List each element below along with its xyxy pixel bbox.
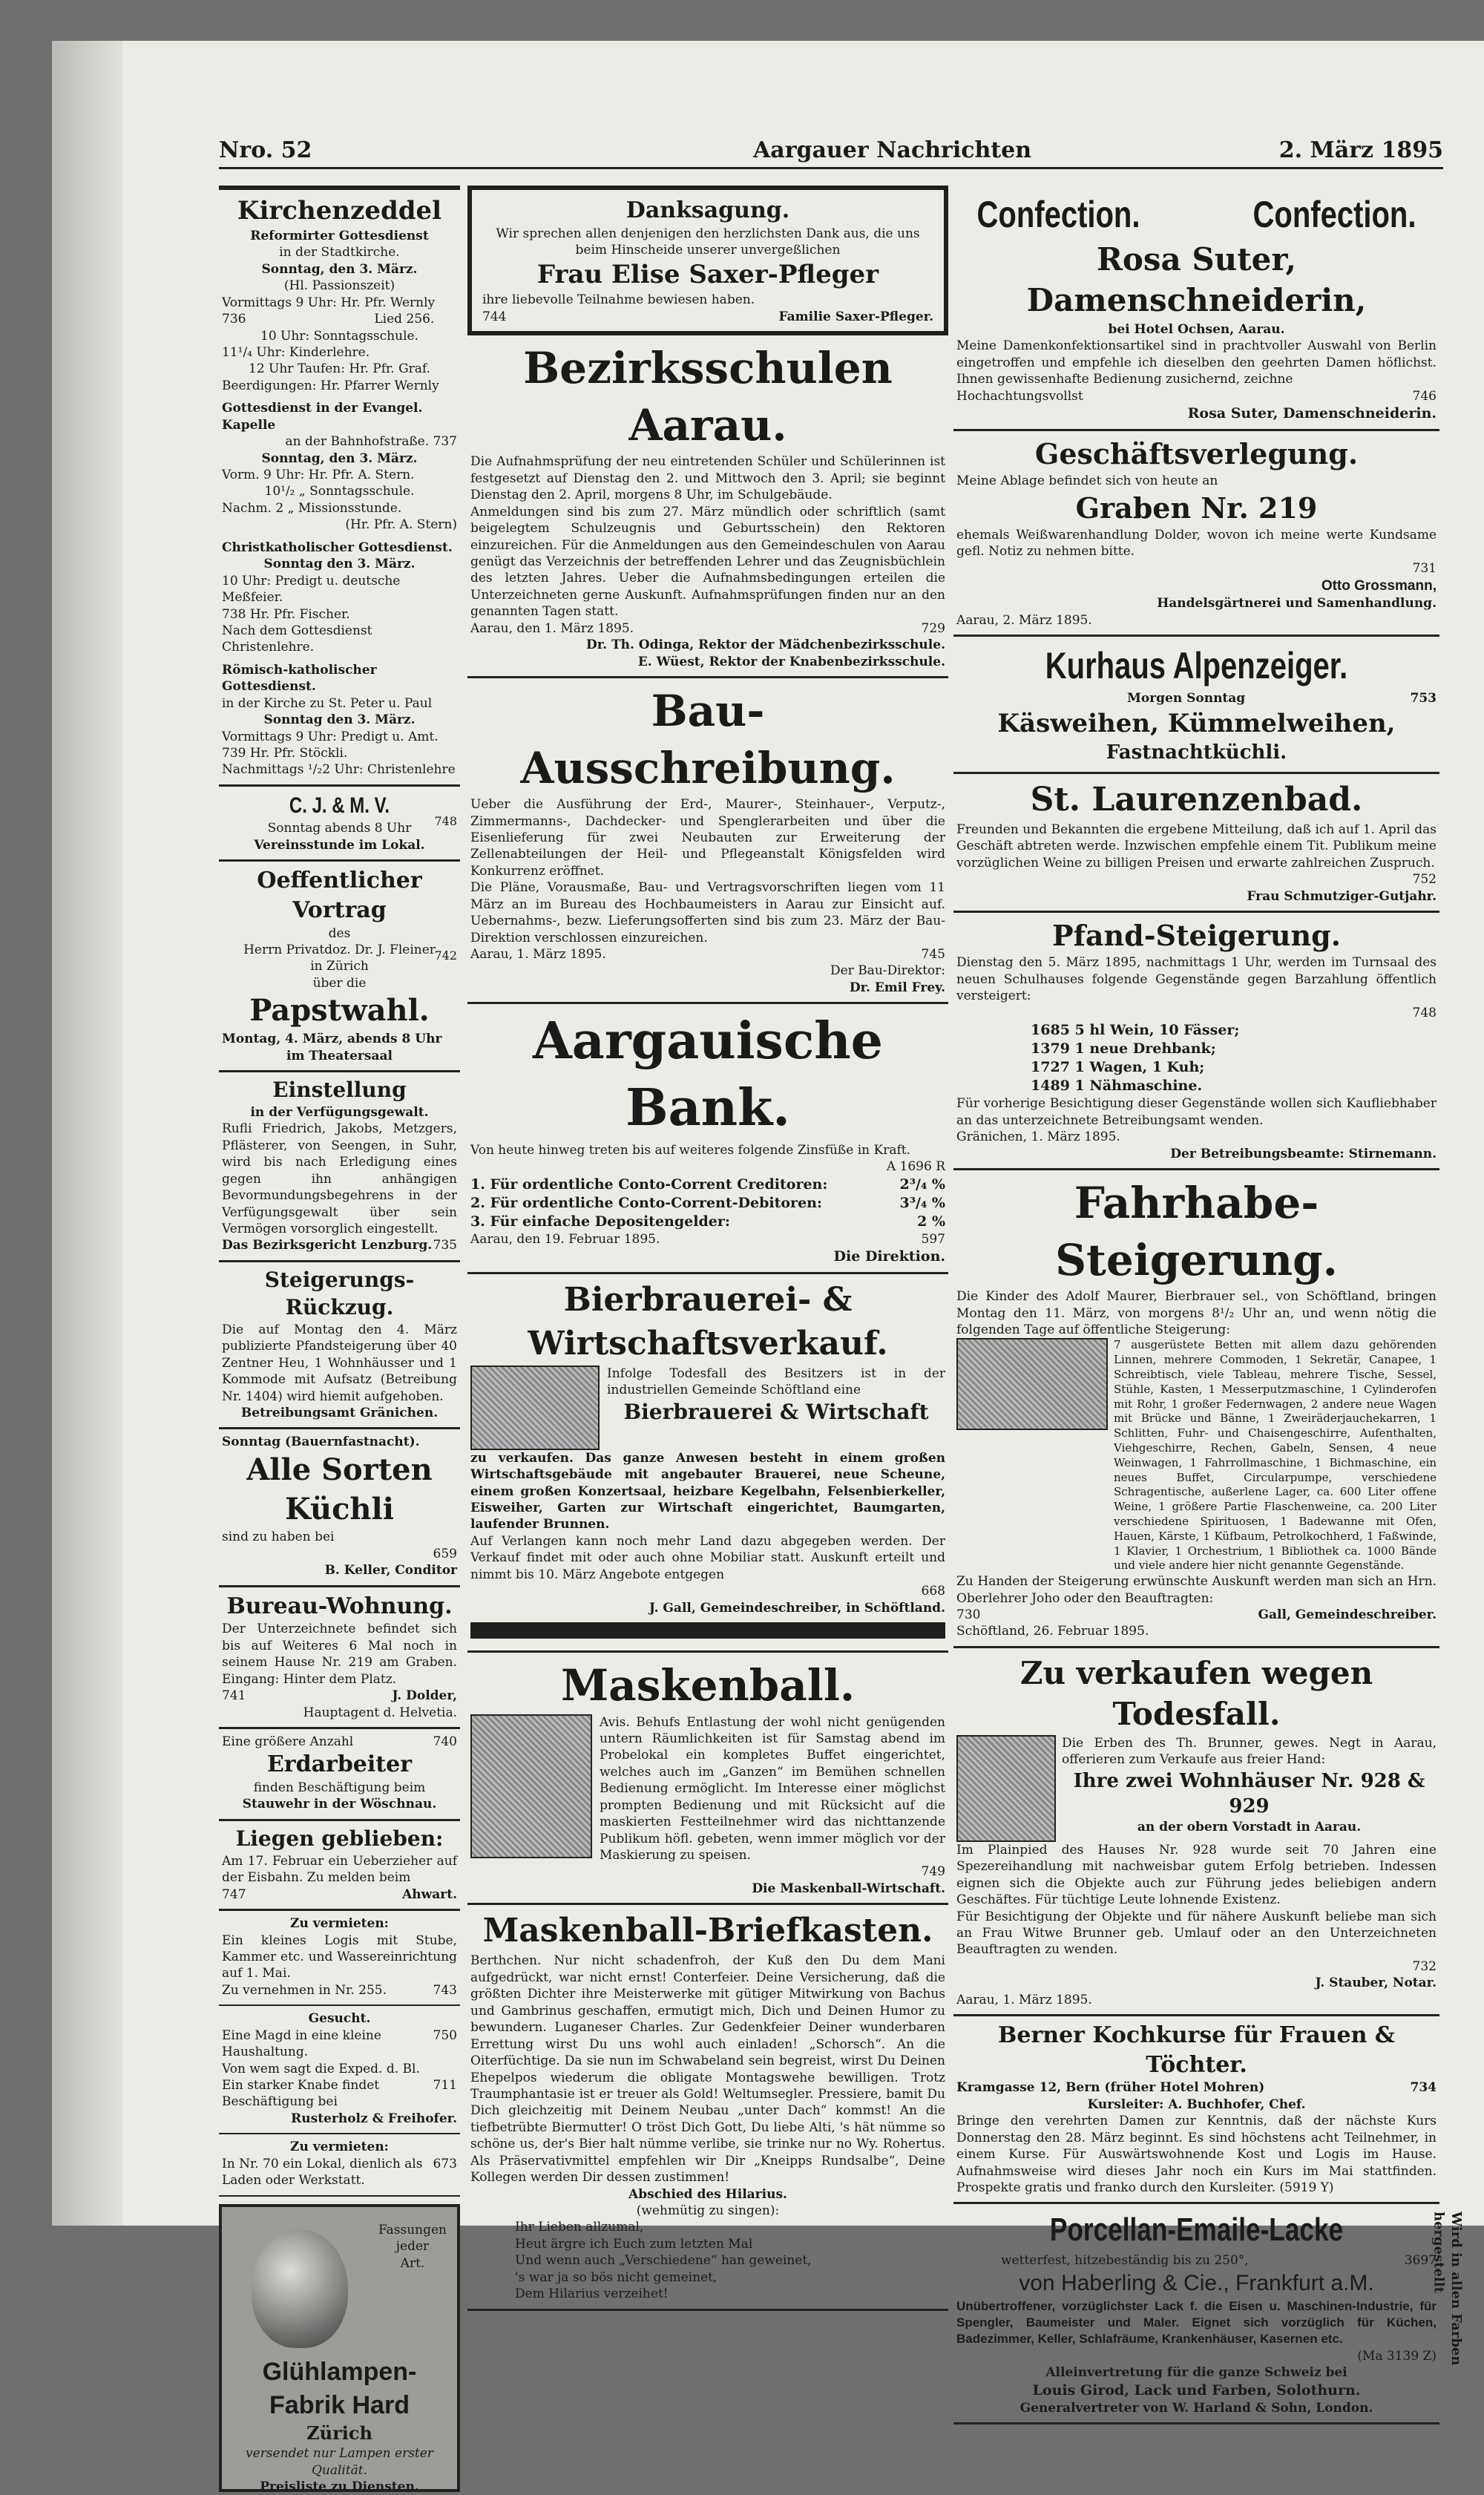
ad-number: 743 xyxy=(433,1982,457,1998)
vermieten-ad xyxy=(219,1911,460,2006)
jester-picture xyxy=(470,1714,592,1858)
danksagung-line: ihre liebevolle Teilnahme bewiesen haben. xyxy=(482,292,755,308)
ad-number: 742 xyxy=(434,948,457,963)
bureau-sign: J. Dolder, xyxy=(392,1688,457,1704)
pfand-item: 1727 1 Wagen, 1 Kuh; xyxy=(1031,1059,1205,1076)
todesfall-text: Für Besichtigung der Objekte und für nähere Auskunft beliebe man sich an Frau Witwe Brunner geb. Umlauf oder an den Unterzeichneten Beauftragten zu wenden. xyxy=(956,1909,1437,1958)
ad-number: 746 xyxy=(1412,388,1437,404)
confection-right: Confection. xyxy=(1252,194,1416,235)
emaile-line: wetterfest, hitzebeständig bis zu 250°, xyxy=(1001,2252,1249,2268)
confection-addr: bei Hotel Ochsen, Aarau. xyxy=(1108,321,1285,337)
verlegung-ad xyxy=(953,431,1439,637)
ad-number: 734 xyxy=(1410,2080,1437,2096)
todesfall-sign: J. Stauber, Notar. xyxy=(1315,1976,1437,1991)
rueckzug-title: Steigerungs-Rückzug. xyxy=(264,1267,415,1319)
ad-number: 673 xyxy=(433,2156,457,2171)
bezirk-text: Anmeldungen sind bis zum 27. März mündlich oder schriftlich (samt beigelegtem Schulzeugnis und Geburtsschein) den Rektoren einzureichen. Für die Anmeldungen aus den Gemeindeschulen von Aarau genügt das Verzeichnis der betreffenden Lehrer und das Zeugnisbüchlein des letzten Jahres. Ueber die Aufnahmsbedingungen erteilen die Unterzeichneten gerne Auskunft. Aufnahmsprüfungen finden nur an den genannten Tagen statt. xyxy=(470,504,945,620)
emaile-ad xyxy=(953,2204,1464,2424)
rate-value: 2³/₄ % xyxy=(899,1176,945,1193)
einstellung-text: Rufli Friedrich, Jakobs, Metzgers, Pflästerer, von Seengen, in Suhr, wird bis nach Erledigung eines gegen ihn anhängigen Bevormundungsbegehrens in der Verfügungsgewalt über sein Vermögen vorsorglich eingestellt. xyxy=(222,1121,457,1236)
brewery-picture xyxy=(470,1365,600,1450)
rk-day: Sonntag den 3. März. xyxy=(263,712,416,728)
bau-text: Ueber die Ausführung der Erd-, Maurer-, Steinhauer-, Verputz-, Zimmermanns-, Dachdecker- und Spenglerarbeiten und über die Eisenlieferung für zwei Neubauten zur Erweiterung der Zellenabteilungen der Heil- und Pflegeanstalt Königsfelden wird Konkurrenz eröffnet. xyxy=(470,797,945,879)
kochkurse-lead: Kursleiter: A. Buchhofer, Chef. xyxy=(1087,2096,1306,2112)
rk-line: in der Kirche zu St. Peter u. Paul xyxy=(222,695,433,711)
pfand-item: 1685 5 hl Wein, 10 Fässer; xyxy=(1031,1021,1240,1038)
ref-line: Beerdigungen: Hr. Pfarrer Wernly xyxy=(222,378,439,393)
ad-number: 753 xyxy=(1410,691,1437,706)
verlegung-date: Aarau, 2. März 1895. xyxy=(956,612,1092,628)
gesucht-text: Eine Magd in eine kleine Haushaltung. xyxy=(222,2027,381,2060)
rueckzug-sign: Betreibungsamt Gränichen. xyxy=(240,1405,439,1420)
ref-note: (Hl. Passionszeit) xyxy=(283,278,395,294)
bank-ref: A 1696 R xyxy=(886,1159,945,1175)
pfand-date: Gränichen, 1. März 1895. xyxy=(956,1130,1120,1145)
bureau-title: Bureau-Wohnung. xyxy=(226,1593,453,1619)
bank-date: Aarau, den 19. Februar 1895. xyxy=(470,1231,660,1247)
gesucht-head: Gesucht. xyxy=(308,2011,371,2027)
ad-number: 748 xyxy=(1412,1005,1437,1020)
cjmv-ad xyxy=(219,787,460,862)
ad-number: 741 xyxy=(222,1688,246,1704)
confection-line: Hochachtungsvollst xyxy=(956,388,1083,404)
rk-line: Nachmittags ¹/₂2 Uhr: Christenlehre xyxy=(222,762,456,778)
liegen-title: Liegen geblieben: xyxy=(235,1826,444,1851)
ck-line: Nach dem Gottesdienst Christenlehre. xyxy=(222,623,372,655)
bank-text: Von heute hinweg treten bis auf weiteres folgende Zinsfüße in Kraft. xyxy=(470,1142,910,1158)
vermieten2-head: Zu vermieten: xyxy=(290,2140,389,2155)
verse-line: Ihr Lieben allzumal, xyxy=(515,2220,644,2235)
erdarbeiter-line: Stauwehr in der Wöschnau. xyxy=(242,1797,437,1812)
bau-date: Aarau, 1. März 1895. xyxy=(470,947,606,963)
ref-line: 11¹/₄ Uhr: Kinderlehre. xyxy=(222,344,370,360)
maskenball-ad xyxy=(467,1653,948,1905)
maskenball-sign: Die Maskenball-Wirtschaft. xyxy=(752,1881,945,1896)
laurenzen-text: Freunden und Bekannten die ergebene Mitteilung, daß ich auf 1. April das Geschäft abtreten werde. Inzwischen empfehle einem Tit. Publikum meine vorzüglichen Weine zu billigen Preisen und erwarte zahlreichen Zuspruch. xyxy=(956,822,1437,871)
gesucht-text: Von wem sagt die Exped. d. Bl. xyxy=(222,2061,420,2076)
column-1 xyxy=(219,186,460,2492)
bureau-ad xyxy=(219,1587,460,1729)
kuechli-head: Sonntag (Bauernfastnacht). xyxy=(222,1435,420,1450)
vortrag-title: Oeffentlicher Vortrag xyxy=(257,868,422,923)
gluehlampen-ad xyxy=(219,2204,460,2492)
todesfall-sub: an der obern Vorstadt in Aarau. xyxy=(1137,1820,1362,1835)
verlegung-sign: Otto Grossmann, xyxy=(1321,578,1437,594)
todesfall-text: Im Plainpied des Hauses Nr. 928 wurde seit 70 Jahren eine Spezereihandlung mit nachweisbar gutem Erfolg betrieben. Indessen eignen sich die Objekte auch zur Führung jedes beliebigen andern Geschäftes. Für tüchtige Leute lohnende Existenz. xyxy=(956,1842,1437,1908)
bank-title: Aargauische Bank. xyxy=(533,1012,883,1138)
todesfall-title: Zu verkaufen wegen Todesfall. xyxy=(1020,1654,1373,1733)
ref-line: 736 Lied 256. xyxy=(222,312,435,327)
ev-head: Gottesdienst in der Evangel. Kapelle xyxy=(222,401,423,433)
todesfall-sub: Ihre zwei Wohnhäuser Nr. 928 & 929 xyxy=(1073,1769,1425,1817)
rk-line: 739 Hr. Pfr. Stöckli. xyxy=(222,746,348,761)
liegen-ad xyxy=(219,1821,460,1911)
bau-ad xyxy=(467,678,948,1004)
emaile-text: Unübertroffener, vorzüglichster Lack f. die Eisen u. Maschinen-Industrie, für Spengler, Baumeister und Maler. Eignet sich vorzüglich für Küchen, Badezimmer, Keller, Schlafräume, Krankenhäuser, Kasernen etc. xyxy=(956,2298,1437,2347)
todesfall-ad xyxy=(953,1648,1439,2016)
ad-number: 748 xyxy=(434,813,457,828)
lamp-line: jeder xyxy=(395,2239,430,2255)
fahrhabe-ad xyxy=(953,1170,1439,1648)
issue-number: Nro. 52 xyxy=(219,137,312,163)
erdarbeiter-line: Eine größere Anzahl xyxy=(222,1734,354,1749)
cjmv-line: Vereinsstunde im Lokal. xyxy=(254,837,425,853)
verlegung-text: ehemals Weißwarenhandlung Dolder, wovon ich meine werte Kundsame gefl. Notiz zu nehmen bitte. xyxy=(956,527,1437,560)
ad-number: 750 xyxy=(433,2027,457,2043)
gesucht-sign: Rusterholz & Freihofer. xyxy=(291,2111,457,2126)
cjmv-line: Sonntag abends 8 Uhr xyxy=(267,821,412,836)
einstellung-sub: in der Verfügungsgewalt. xyxy=(250,1104,429,1120)
ad-number: 747 xyxy=(222,1886,246,1902)
pfand-sign: Der Betreibungsbeamte: Stirnemann. xyxy=(1170,1146,1437,1161)
kirchenzeddel-title: Kirchenzeddel xyxy=(237,196,442,226)
bezirk-title: Bezirksschulen Aarau. xyxy=(523,343,893,450)
rate-value: 3³/₄ % xyxy=(899,1194,945,1211)
vortrag-line: des xyxy=(328,925,351,941)
rate-label: 1. Für ordentliche Conto-Corrent Creditoren: xyxy=(470,1176,828,1193)
verlegung-title: Geschäftsverlegung. xyxy=(1034,437,1359,471)
confection-left: Confection. xyxy=(976,194,1140,235)
ck-day: Sonntag den 3. März. xyxy=(263,557,416,572)
kochkurse-ad xyxy=(953,2016,1439,2204)
vortrag-ad xyxy=(219,862,460,1072)
lamp-city: Zürich xyxy=(306,2422,372,2445)
ev-day: Sonntag, den 3. März. xyxy=(261,450,418,466)
ad-number: 729 xyxy=(921,620,945,636)
ev-line: Nachm. 2 „ Missionsstunde. xyxy=(222,500,402,516)
verse-line: Und wenn auch „Verschiedene“ han geweinet, xyxy=(515,2253,812,2269)
ad-number: 752 xyxy=(1412,872,1437,888)
ref-line: 12 Uhr Taufen: Hr. Pfr. Graf. xyxy=(249,361,430,377)
kurhaus-line: Käsweihen, Kümmelweihen, xyxy=(997,708,1396,738)
ad-number: 745 xyxy=(921,947,945,963)
danksagung-text: Wir sprechen allen denjenigen den herzlichsten Dank aus, die uns beim Hinscheide unserer unvergeßlichen xyxy=(496,226,920,258)
vortrag-line: Herrn Privatdoz. Dr. J. Fleiner xyxy=(243,942,436,957)
danksagung-name: Frau Elise Saxer-Pfleger xyxy=(536,260,879,290)
ad-number: 735 xyxy=(433,1238,457,1253)
brauerei-ad xyxy=(467,1274,948,1653)
kochkurse-addr: Kramgasse 12, Bern (früher Hotel Mohren) xyxy=(956,2080,1265,2096)
ad-number: 732 xyxy=(1412,1958,1437,1974)
kuechli-ad xyxy=(219,1429,460,1587)
rk-head: Römisch-katholischer Gottesdienst. xyxy=(222,662,377,695)
verlegung-addr: Graben Nr. 219 xyxy=(1075,491,1318,525)
pfand-text: Dienstag den 5. März 1895, nachmittags 1 Uhr, werden im Turnsaal des neuen Schulhauses folgende Gegenstände gegen Barzahlung öffentlich versteigert: xyxy=(956,955,1437,1004)
brauerei-title: Bierbrauerei- & Wirtschaftsverkauf. xyxy=(528,1281,888,1363)
furniture-picture xyxy=(956,1338,1108,1430)
maskenball-title: Maskenball. xyxy=(560,1660,856,1711)
emaile-line: Generalvertreter von W. Harland & Sohn, London. xyxy=(1020,2400,1373,2416)
ev-line: Vorm. 9 Uhr: Hr. Pfr. A. Stern. xyxy=(222,468,415,482)
vermieten-line: Zu vernehmen in Nr. 255. xyxy=(222,1982,387,1998)
vermieten2-ad xyxy=(219,2134,460,2196)
bau-text: Die Pläne, Vorausmaße, Bau- und Vertragsvorschriften liegen vom 11 März an im Bureau des Hochbaumeisters in Aarau zur Einsicht auf. Uebernahms-, bezw. Lieferungsofferten sind bis zum 23. März der Bau-Direktion verschlossen einzureichen. xyxy=(470,880,945,945)
bureau-text: Der Unterzeichnete befindet sich bis auf Weiteres 6 Mal noch in seinem Hause Nr. 219 am Graben. Eingang: Hinter dem Platz. xyxy=(222,1622,457,1687)
ad-number: 731 xyxy=(1412,560,1437,576)
ev-line: an der Bahnhofstraße. 737 xyxy=(285,434,457,450)
liegen-text: Am 17. Februar ein Ueberzieher auf der Eisbahn. Zu melden beim xyxy=(222,1853,457,1886)
vortrag-line: in Zürich xyxy=(310,959,369,974)
kurhaus-ad xyxy=(953,637,1439,774)
emaile-ref: (Ma 3139 Z) xyxy=(1357,2348,1437,2364)
ad-number: 668 xyxy=(921,1584,945,1599)
bau-sign: Dr. Emil Frey. xyxy=(849,980,945,995)
bezirksschulen-ad xyxy=(467,335,948,678)
fahrhabe-date: Schöftland, 26. Februar 1895. xyxy=(956,1624,1149,1639)
ad-number: 740 xyxy=(433,1734,457,1749)
fahrhabe-title: Fahrhabe-Steigerung. xyxy=(1055,1178,1338,1285)
brief-title: Maskenball-Briefkasten. xyxy=(482,1912,933,1950)
paper-title: Aargauer Nachrichten xyxy=(753,137,1032,163)
lamp-title: Fabrik Hard xyxy=(269,2390,410,2419)
verse-title: Abschied des Hilarius. xyxy=(628,2186,787,2202)
pfand-item: 1379 1 neue Drehbank; xyxy=(1031,1040,1216,1058)
lamp-line: versendet nur Lampen erster xyxy=(246,2446,433,2462)
danksagung-sign: Familie Saxer-Pfleger. xyxy=(778,309,933,324)
bank-sign: Die Direktion. xyxy=(833,1248,945,1265)
ref-head: Reformirter Gottesdienst xyxy=(250,228,429,243)
vortrag-line: Montag, 4. März, abends 8 Uhr xyxy=(222,1032,442,1047)
lamp-line: Fassungen xyxy=(378,2222,447,2237)
bau-title: Bau-Ausschreibung. xyxy=(520,686,896,793)
vermieten2-text: In Nr. 70 ein Lokal, dienlich als Laden oder Werkstatt. xyxy=(222,2156,423,2189)
rate-label: 3. Für einfache Depositengelder: xyxy=(470,1213,730,1230)
kochkurse-text: Bringe den verehrten Damen zur Kenntnis, daß der nächste Kurs Donnerstag den 28. März beginnt. Es sind höchstens acht Teilnehmer, in einem Kurse. Für Auswärtswohnende Kost und Logis im Hause. Aufnahmsweise wird dieses Jahr noch ein Kurs im Mai stattfinden. Prospekte gratis und franko durch den Kursleiter. (5919 Y) xyxy=(956,2114,1437,2195)
brauerei-text: Auf Verlangen kann noch mehr Land dazu abgegeben werden. Der Verkauf findet mit oder auch ohne Mobiliar statt. Auskunft erteilt und nimmt bis 10. März Angebote entgegen xyxy=(470,1533,945,1582)
rate-value: 2 % xyxy=(917,1213,945,1230)
fahrhabe-text: Die Kinder des Adolf Maurer, Bierbrauer sel., von Schöftland, bringen Montag den 11. März, von morgens 8¹/₂ Uhr an, und wenn nötig die folgenden Tage auf öffentliche Steigerung: xyxy=(956,1289,1437,1337)
bezirk-text: Die Aufnahmsprüfung der neu eintretenden Schüler und Schülerinnen ist festgesetzt auf Dienstag den 2. und Mittwoch den 3. April; sie beginnt Dienstag den 2. April, morgens 8 Uhr, im Schulgebäude. xyxy=(470,454,945,503)
maskenball-text: Avis. Behufs Entlastung der wohl nicht genügenden untern Räumlichkeiten ist für Samstag abend im Probelokal ein kompletes Buffet eingerichtet, welches auch im „Ganzen“ im Bemühen schnellen Bedienung ermöglicht. Im Interesse einer möglichst prompten Bedienung und mit Rücksicht auf die maskierten Festteilnehmer wird das nichttanzende Publikum höfl. gebeten, wenn immer möglich vor der Maskierung zu speisen. xyxy=(600,1714,945,1863)
lamp-line: Preisliste zu Diensten. xyxy=(260,2479,419,2494)
einstellung-ad xyxy=(219,1072,460,1262)
ad-number: 749 xyxy=(921,1864,945,1880)
ref-line: Vormittags 9 Uhr: Hr. Pfr. Wernly xyxy=(222,295,436,310)
bezirk-sign: E. Wüest, Rektor der Knabenbezirksschule. xyxy=(637,654,945,669)
bau-sign: Der Bau-Direktor: xyxy=(830,963,945,979)
pfand-text: Für vorherige Besichtigung dieser Gegenstände wollen sich Kaufliebhaber an das unterzeichnete Betreibungsamt wenden. xyxy=(956,1096,1437,1128)
column-3 xyxy=(953,186,1464,2424)
verlegung-sign: Handelsgärtnerei und Samenhandlung. xyxy=(1157,596,1437,612)
einstellung-sign: Das Bezirksgericht Lenzburg. xyxy=(222,1238,433,1253)
issue-date: 2. März 1895 xyxy=(1278,137,1443,163)
verse-line: Dem Hilarius verzeihet! xyxy=(515,2286,669,2302)
fahrhabe-sign: Gall, Gemeindeschreiber. xyxy=(1258,1607,1437,1623)
ck-line: 738 Hr. Pfr. Fischer. xyxy=(222,606,350,622)
todesfall-text: Die Erben des Th. Brunner, gewes. Negt in Aarau, offerieren zum Verkaufe aus freier Hand: xyxy=(1062,1735,1437,1768)
confection-name: Rosa Suter, Damenschneiderin, xyxy=(1026,241,1367,319)
gesucht-ad xyxy=(219,2006,460,2134)
ck-head: Christkatholischer Gottesdienst. xyxy=(222,540,453,555)
kurhaus-line: Fastnachtküchli. xyxy=(1106,741,1287,764)
kurhaus-line: Morgen Sonntag xyxy=(1127,691,1246,706)
fahrhabe-text: Zu Handen der Steigerung erwünschte Auskunft werden man sich an Hrn. Oberlehrer Joho oder den Beauftragten: xyxy=(956,1574,1437,1606)
house-picture xyxy=(956,1735,1056,1842)
erdarbeiter-title: Erdarbeiter xyxy=(266,1751,413,1778)
laurenzenbad-ad xyxy=(953,774,1439,913)
ref-place: in der Stadtkirche. xyxy=(279,245,400,260)
einstellung-title: Einstellung xyxy=(272,1077,407,1102)
cjmv-title: C. J. & M. V. xyxy=(289,793,390,818)
vortrag-line: über die xyxy=(312,975,367,991)
ev-line: 10¹/₂ „ Sonntagsschule. xyxy=(264,484,415,499)
gesucht-text: Ein starker Knabe findet Beschäftigung bei xyxy=(222,2078,380,2110)
verse-line: Heut ärgre ich Euch zum letzten Mal xyxy=(515,2236,753,2252)
ref-day: Sonntag, den 3. März. xyxy=(261,261,418,277)
bureau-sign: Hauptagent d. Helvetia. xyxy=(303,1705,457,1720)
kuechli-line: sind zu haben bei xyxy=(222,1530,335,1545)
kurhaus-title: Kurhaus Alpenzeiger. xyxy=(1045,645,1348,687)
vortrag-topic: Papstwahl. xyxy=(249,993,430,1029)
lamp-line: Qualität. xyxy=(311,2462,368,2478)
emaile-title: Porcellan-Emaile-Lacke xyxy=(1049,2212,1344,2249)
emaile-firm: von Haberling & Cie., Frankfurt a.M. xyxy=(1019,2270,1374,2295)
brauerei-text: Infolge Todesfall des Besitzers ist in der industriellen Gemeinde Schöftland eine xyxy=(607,1365,945,1398)
book-spine xyxy=(52,41,122,2226)
bank-ad xyxy=(467,1004,948,1274)
vermieten-text: Ein kleines Logis mit Stube, Kammer etc. und Wassereinrichtung auf 1. Mai. xyxy=(222,1932,457,1981)
ad-number: 711 xyxy=(433,2078,457,2094)
brauerei-sub: Bierbrauerei & Wirtschaft xyxy=(623,1399,929,1424)
confection-sign: Rosa Suter, Damenschneiderin. xyxy=(1187,405,1437,422)
black-rule xyxy=(470,1622,945,1639)
todesfall-date: Aarau, 1. März 1895. xyxy=(956,1992,1092,2007)
briefkasten-ad xyxy=(467,1905,948,2310)
fahrhabe-list: 7 ausgerüstete Betten mit allem dazu gehörenden Linnen, mehrere Commoden, 1 Sekretär, Canapee, 1 Schreibtisch, viele Tableau, mehrere Tische, Sessel, Stühle, Kasten, 1 Messerputzmaschine, 1 Cylinderofen mit Rohr, 1 großer Federnwagen, 2 andere neue Wagen mit Brücke und Bänne, 1 Zweiräderjauchekarren, 1 Schlitten, Fuhr- und Chaisengeschirre, Aufenthalten, Viehgeschirre, Rechen, Gabeln, Sensen, 4 neue Weinwagen, 1 Fahrrollmaschine, 1 Bichmaschine, ein neues Buffet, Circularpumpe, verschiedene Schragentische, außerlene Lager, ca. 600 Liter offene Weine, 1 größere Partie Flaschenweine, ca. 200 Liter verschiedene Spirituosen, 1 Badewanne mit Ofen, Hauen, Kärste, 1 Küfbaum, Petrolkochherd, 1 Faßwinde, 1 Klavier, 1 Orchestrium, 1 Bibliothek ca. 1000 Bände und viele andere hier nicht genannte Gegenstände. xyxy=(1114,1338,1437,1573)
brauerei-sign: J. Gall, Gemeindeschreiber, in Schöftland. xyxy=(649,1600,945,1616)
rueckzug-ad xyxy=(219,1262,460,1430)
laurenzen-title: St. Laurenzenbad. xyxy=(1030,780,1363,819)
pfand-item: 1489 1 Nähmaschine. xyxy=(1031,1078,1203,1095)
verlegung-line: Meine Ablage befindet sich von heute an xyxy=(956,473,1218,489)
lamp-line: Art. xyxy=(400,2255,425,2271)
erdarbeiter-ad xyxy=(219,1729,460,1821)
liegen-sign: Ahwart. xyxy=(402,1886,457,1902)
vortrag-line: im Theatersaal xyxy=(286,1048,393,1063)
rate-label: 2. Für ordentliche Conto-Corrent-Debitoren: xyxy=(470,1194,822,1211)
pfand-ad xyxy=(953,913,1439,1170)
ad-number: 659 xyxy=(433,1546,457,1561)
ev-line: (Hr. Pfr. A. Stern) xyxy=(345,517,457,533)
brauerei-text: zu verkaufen. Das ganze Anwesen besteht in einem großen Wirtschaftsgebäude mit angebauter Brauerei, neue Scheune, einem großen Konzertsaal, heizbare Kegelbahn, Felsenbierkeller, Eisweiher, Garten zur Wirtschaft eingerichtet, Baumgarten, laufender Brunnen. xyxy=(470,1450,945,1532)
ref-line: 10 Uhr: Sonntagsschule. xyxy=(260,328,418,344)
bezirk-sign: Dr. Th. Odinga, Rektor der Mädchenbezirksschule. xyxy=(585,637,945,653)
kirchenzeddel xyxy=(219,186,460,787)
emaile-line: Alleinvertretung für die ganze Schweiz bei xyxy=(1045,2365,1347,2381)
danksagung-ad xyxy=(467,186,948,335)
laurenzen-sign: Frau Schmutziger-Gutjahr. xyxy=(1247,888,1437,904)
bezirk-date: Aarau, den 1. März 1895. xyxy=(470,620,634,636)
danksagung-title: Danksagung. xyxy=(626,197,790,223)
rueckzug-text: Die auf Montag den 4. März publizierte Pfandsteigerung über 40 Zentner Heu, 1 Wohnhäusser und 1 Kommode mit Aufsatz (Betreibung Nr. 1404) wird hiemit aufgehoben. xyxy=(222,1322,457,1404)
ad-number: 744 xyxy=(482,309,507,324)
verse-line: 's war ja so bös nicht gemeinet, xyxy=(515,2269,718,2285)
vermieten-head: Zu vermieten: xyxy=(290,1916,389,1932)
ad-number: 730 xyxy=(956,1607,981,1623)
brief-text: Berthchen. Nur nicht schadenfroh, der Kuß den Du dem Mani aufgedrückt, war nicht ernst! Conterfeier. Deine Versicherung, daß die größten Dichter ihre Meisterwerke mit gütiger Mitwirkung von Bachus und Gambrinus geschaffen, ermutigt mich, Dich und Deinen Humor zu bewundern. Luganeser Charles. Zur Gedenkfeier Deiner wunderbaren Errettung wirst Du uns wohl auch einladen! „Schorsch“. An die Oiterfüchtige. Da sie nun im Schwabeland sein begreist, wirst Du Deinen Ehepelpos wiederum die obligate Montagswehe bewilligen. Trotz Traumphantasie ist er treuer als Gold! Weltumsegler. Pressiere, bamit Du Dich gleichzeitig mit Deinem Neubau „unter Dach“ kommst! An die tiefbetrübte Biermutter! O tröst Dich Gott, Du liebe Alti, 's hät nümme so schöne us, der's Bier halt nümme verlibe, sie trinke nur no Wy. Rohertus. Als Präservativmittel empfehlen wir Dir „Kneipps Rundsalbe“, Deine Kollegen werden Dir dessen zustimmen! xyxy=(470,1953,945,2186)
ad-number: 597 xyxy=(921,1231,945,1247)
rk-line: Vormittags 9 Uhr: Predigt u. Amt. xyxy=(222,729,439,744)
kuechli-title: Alle Sorten Küchli xyxy=(246,1452,433,1527)
erdarbeiter-line: finden Beschäftigung beim xyxy=(253,1780,426,1795)
confection-ad xyxy=(953,186,1439,431)
light-bulb-icon xyxy=(252,2229,348,2348)
ck-line: 10 Uhr: Predigt u. deutsche Meßfeier. xyxy=(222,573,401,606)
kochkurse-title: Berner Kochkurse für Frauen & Töchter. xyxy=(998,2022,1395,2078)
confection-text: Meine Damenkonfektionsartikel sind in prachtvoller Auswahl von Berlin eingetroffen und empfehle ich dieselben den geehrten Damen höflichst. Ihnen gewissenhafte Bedienung zusichernd, zeichne xyxy=(956,338,1437,387)
emaile-line: Louis Girod, Lack und Farben, Solothurn. xyxy=(1032,2381,1361,2399)
ad-number: 3697 xyxy=(1404,2252,1437,2268)
emaile-side: Wird in allen Farben hergestellt xyxy=(1431,2212,1464,2366)
lamp-title: Glühlampen- xyxy=(262,2357,417,2386)
column-2 xyxy=(467,186,948,2311)
pfand-title: Pfand-Steigerung. xyxy=(1052,919,1341,953)
kuechli-sign: B. Keller, Conditor xyxy=(324,1563,457,1578)
page-header xyxy=(219,137,1443,169)
verse-sub: (wehmütig zu singen): xyxy=(636,2203,780,2218)
